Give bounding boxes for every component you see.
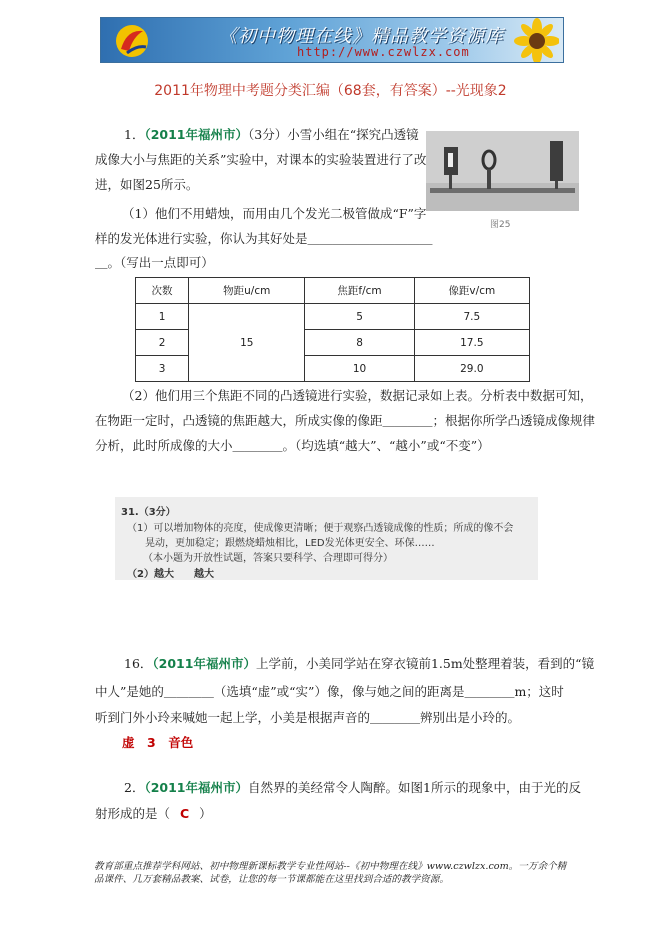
q16-source: （2011年福州市） [152, 656, 256, 671]
table-cell: 1 [136, 304, 189, 330]
q2-source: （2011年福州市） [144, 780, 248, 795]
sunflower-icon [499, 18, 559, 63]
table-header-cell: 焦距f/cm [305, 278, 414, 304]
q16-number: 16． [124, 656, 153, 671]
q1-sub2-line-1: （2）他们用三个焦距不同的凸透镜进行实验，数据记录如上表。分析表中数据可知， [122, 388, 593, 403]
answer-scan-line: （1）可以增加物体的亮度，使成像更清晰；便于观察凸透镜成像的性质；所成的像不会 [127, 523, 514, 534]
table-header-cell: 物距u/cm [189, 278, 305, 304]
answer-scan-line: （本小题为开放性试题，答案只要科学、合理即可得分） [143, 553, 393, 564]
q2-line2-text: 射形成的是（ [95, 806, 171, 821]
q1-line-1 [124, 127, 419, 143]
table-header-cell: 像距v/cm [414, 278, 529, 304]
q1-sub1-line-2: 样的发光体进行实验，你认为其好处是＿＿＿＿＿＿＿＿＿＿ [95, 231, 433, 246]
q16-line-1 [124, 656, 594, 672]
q16-line-3: 听到门外小玲来喊她一起上学，小美是根据声音的＿＿＿＿辨别出是小玲的。 [95, 710, 521, 725]
q1-sub2-line-3: 分析，此时所成像的大小＿＿＿＿。（均选填“越大”、“越小”或“不变”） [95, 438, 490, 453]
q2-close-paren: ） [199, 806, 212, 821]
table-cell-object-distance: 15 [189, 304, 305, 382]
q1-sub1-line-3: ＿。（写出一点即可） [95, 255, 214, 270]
site-title: 《初中物理在线》精品教学资源库 [219, 26, 504, 47]
figure-25-photo [426, 131, 579, 211]
q2-number: 2． [124, 780, 145, 795]
q16-answer: 虚 3 音色 [122, 735, 194, 750]
q16-line1-text: 上学前，小美同学站在穿衣镜前1.5m处整理着装，看到的“镜 [255, 656, 595, 671]
table-cell: 10 [305, 356, 414, 382]
page-footer: 教育部重点推荐学科网站、初中物理新课标教学专业性网站--《初中物理在线》www.czwlzx.com。一万余个精品课件、几万套精品教案、试卷，让您的每一节课都能在这里找到合适的教学资源。 [94, 861, 567, 885]
table-cell: 7.5 [414, 304, 529, 330]
q1-line1-text: （3分）小雪小组在“探究凸透镜 [248, 127, 419, 142]
q1-number: 1． [124, 127, 145, 142]
table-cell: 3 [136, 356, 189, 382]
table-cell: 17.5 [414, 330, 529, 356]
q2-line-2 [95, 806, 212, 822]
site-logo-icon [113, 23, 151, 59]
q2-line1-text: 自然界的美经常令人陶醉。如图1所示的现象中，由于光的反 [248, 780, 581, 795]
table-header-row [136, 278, 530, 304]
answer-scan-line: 晃动，更加稳定；跟燃烧蜡烛相比，LED发光体更安全、环保…… [145, 538, 435, 549]
site-banner [100, 17, 564, 63]
q1-sub1-line-1: （1）他们不用蜡烛，而用由几个发光二极管做成“F”字 [122, 206, 427, 221]
answer-scan-line: （2）越大 越大 [127, 569, 214, 580]
q1-line-2: 成像大小与焦距的关系”实验中，对课本的实验装置进行了改 [95, 152, 427, 167]
q1-sub2-line-2: 在物距一定时，凸透镜的焦距越大，所成实像的像距＿＿＿＿；根据你所学凸透镜成像规律 [95, 413, 596, 428]
answer-scan-image [115, 497, 538, 580]
document-title: 2011年物理中考题分类汇编（68套，有答案）--光现象2 [154, 83, 507, 99]
q1-source: （2011年福州市） [144, 127, 248, 142]
site-url[interactable]: http://www.czwlzx.com [297, 45, 470, 59]
figure-25-caption: 图25 [490, 220, 511, 230]
table-header-cell: 次数 [136, 278, 189, 304]
answer-scan-line: 31.（3分） [121, 507, 176, 518]
q16-line-2: 中人”是她的＿＿＿＿（选填“虚”或“实”）像，像与她之间的距离是＿＿＿＿m；这时 [95, 684, 564, 699]
q1-line-3: 进，如图25所示。 [95, 177, 199, 192]
table-cell: 29.0 [414, 356, 529, 382]
table-cell: 5 [305, 304, 414, 330]
q2-line-1 [124, 780, 581, 796]
q1-data-table [135, 277, 530, 382]
table-row [136, 304, 530, 330]
table-cell: 8 [305, 330, 414, 356]
q2-answer: C [180, 806, 190, 821]
table-cell: 2 [136, 330, 189, 356]
